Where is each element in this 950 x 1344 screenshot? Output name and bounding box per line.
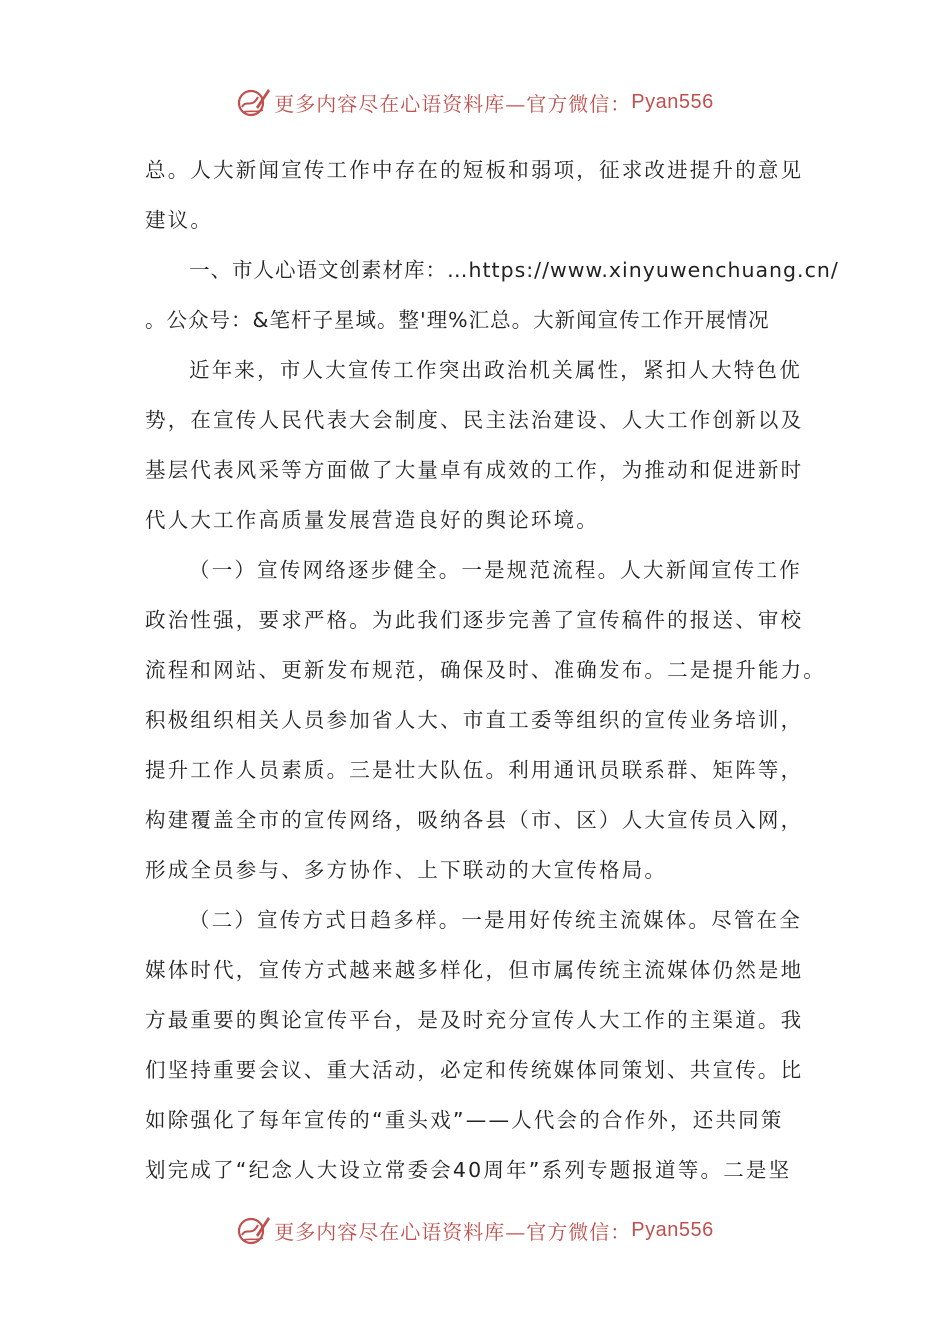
body-line: 。公众号：&笔杆子星域。整'理%汇总。大新闻宣传工作开展情况 (145, 308, 770, 332)
header-watermark (0, 82, 950, 122)
pen-signature-icon (236, 85, 270, 119)
paragraph-start: 近年来，市人大宣传工作突出政治机关属性，紧扣人大特色优 (189, 358, 802, 382)
paragraph-start: （二）宣传方式日趋多样。一是用好传统主流媒体。尽管在全 (189, 908, 802, 932)
body-line: 如除强化了每年宣传的“重头戏”——人代会的合作外，还共同策 (145, 1108, 784, 1132)
section-heading: 一、市人心语文创素材库：…https://www.xinyuwenchuang.cn/ (189, 258, 839, 282)
watermark-text: 更多内容尽在心语资料库—官方微信： (274, 91, 632, 116)
body-line: 总。人大新闻宣传工作中存在的短板和弱项，征求改进提升的意见 (145, 158, 804, 182)
body-line: 媒体时代，宣传方式越来越多样化，但市属传统主流媒体仍然是地 (145, 958, 804, 982)
body-line: 积极组织相关人员参加省人大、市直工委等组织的宣传业务培训， (145, 708, 804, 732)
body-line: 形成全员参与、多方协作、上下联动的大宣传格局。 (145, 858, 668, 882)
body-line: 方最重要的舆论宣传平台，是及时充分宣传人大工作的主渠道。我 (145, 1008, 804, 1032)
body-line: 提升工作人员素质。三是壮大队伍。利用通讯员联系群、矩阵等， (145, 758, 804, 782)
body-line: 划完成了“纪念人大设立常委会40周年”系列专题报道等。二是坚 (145, 1158, 792, 1182)
body-line: 政治性强，要求严格。为此我们逐步完善了宣传稿件的报送、审校 (145, 608, 804, 632)
paragraph-start: （一）宣传网络逐步健全。一是规范流程。人大新闻宣传工作 (189, 558, 802, 582)
body-line: 势，在宣传人民代表大会制度、民主法治建设、人大工作创新以及 (145, 408, 804, 432)
watermark-text: 更多内容尽在心语资料库—官方微信： (274, 1219, 632, 1244)
body-line: 代人大工作高质量发展营造良好的舆论环境。 (145, 508, 599, 532)
body-line: 基层代表风采等方面做了大量卓有成效的工作，为推动和促进新时 (145, 458, 804, 482)
pen-signature-icon (236, 1213, 270, 1247)
body-line: 构建覆盖全市的宣传网络，吸纳各县（市、区）人大宣传员入网， (145, 808, 804, 832)
body-line: 建议。 (145, 208, 214, 232)
document-body (145, 145, 839, 1195)
wechat-id: Pyan556 (631, 90, 714, 113)
wechat-id: Pyan556 (631, 1218, 714, 1241)
footer-watermark (0, 1210, 950, 1250)
body-line: 流程和网站、更新发布规范，确保及时、准确发布。二是提升能力。 (145, 658, 826, 682)
body-line: 们坚持重要会议、重大活动，必定和传统媒体同策划、共宣传。比 (145, 1058, 804, 1082)
